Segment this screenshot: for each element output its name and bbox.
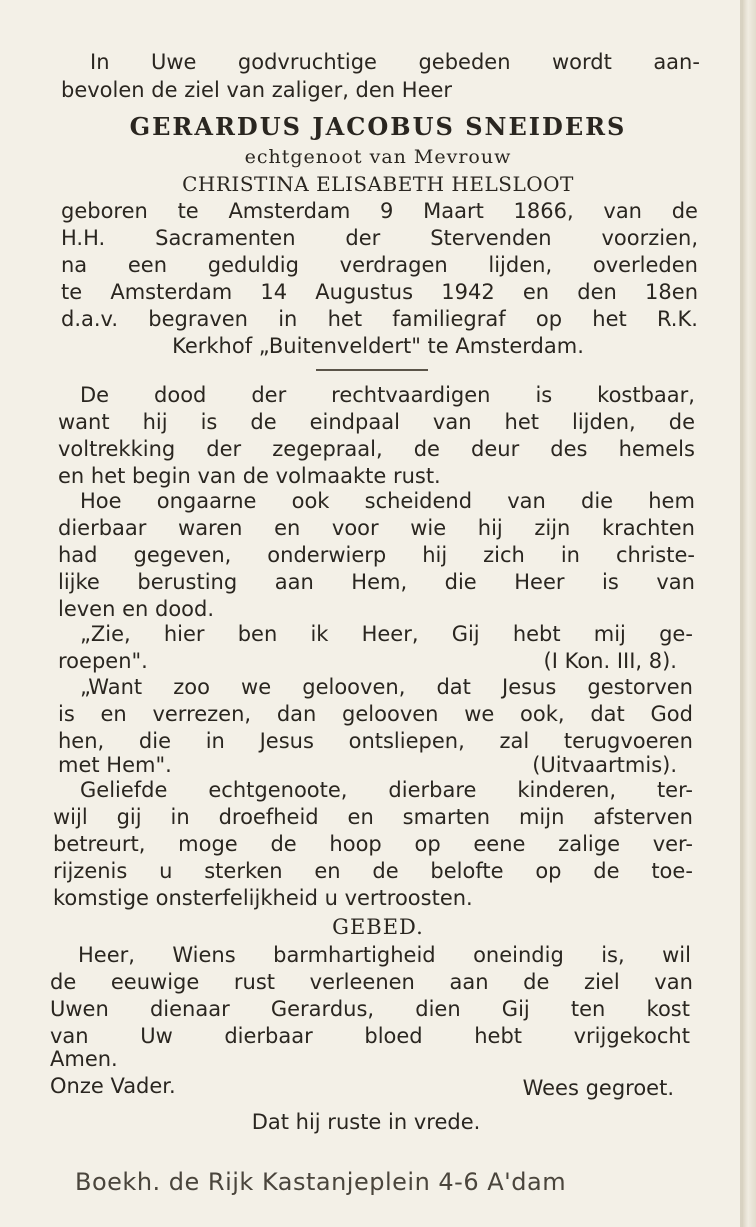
word: we — [464, 702, 495, 726]
text-line-12 — [80, 677, 693, 698]
word: aan — [449, 970, 489, 994]
word: d.a.v. — [61, 307, 119, 331]
printer-line: Boekh. de Rijk Kastanjeplein 4-6 A'dam — [75, 1168, 567, 1196]
word: God — [650, 702, 693, 726]
word: verrezen, — [152, 702, 252, 726]
word: van — [50, 1024, 89, 1048]
word: mijn — [518, 805, 565, 829]
bio-line-1 — [61, 201, 698, 222]
word: en — [100, 702, 127, 726]
bio-line-3 — [61, 255, 698, 276]
word: op — [535, 859, 562, 883]
word: rijzenis — [53, 859, 128, 883]
word: afsterven — [593, 805, 693, 829]
word: ontsliepen, — [348, 729, 465, 753]
text-line-14 — [58, 731, 693, 752]
word: dan — [276, 702, 317, 726]
word: 1942 — [441, 280, 495, 304]
word: gebeden — [418, 50, 511, 74]
word: hemels — [618, 437, 695, 461]
word: want — [58, 410, 110, 434]
word: dood — [154, 383, 207, 407]
word: van — [603, 199, 642, 223]
word: barmhartigheid — [273, 943, 436, 967]
word: deur — [471, 437, 520, 461]
word: voltrekking — [58, 437, 176, 461]
prayer-line-2 — [50, 972, 693, 993]
bio-line-4 — [61, 282, 698, 303]
text-line-17 — [53, 807, 693, 828]
text-line-18 — [53, 834, 693, 855]
word: hoop — [329, 832, 382, 856]
word: Sacramenten — [155, 226, 296, 250]
word: zich — [483, 543, 525, 567]
word: de — [50, 970, 77, 994]
text-line-19 — [53, 861, 693, 882]
word: in — [278, 307, 298, 331]
word: bloed — [364, 1024, 423, 1048]
word: is — [602, 570, 619, 594]
word: van — [654, 970, 693, 994]
word: dienaar — [149, 997, 230, 1021]
word: christe- — [615, 543, 695, 567]
word: van — [507, 489, 546, 513]
word: lijke — [58, 570, 100, 594]
word: mij — [593, 622, 626, 646]
word: Maart — [423, 199, 484, 223]
word: aan- — [653, 50, 700, 74]
word: ter- — [656, 778, 693, 802]
word: is — [200, 410, 218, 434]
word: Uwen — [50, 997, 109, 1021]
word: hem — [648, 489, 695, 513]
word: eene — [473, 832, 526, 856]
word: is — [58, 702, 75, 726]
word: die — [138, 729, 172, 753]
word: ik — [310, 622, 329, 646]
text-line-1 — [80, 385, 695, 406]
word: voorzien, — [601, 226, 698, 250]
word: we — [241, 675, 272, 699]
word: der — [206, 437, 242, 461]
text-reference-2: (Uitvaartmis). — [532, 753, 677, 777]
word: kinderen, — [517, 778, 617, 802]
word: voor — [331, 516, 379, 540]
word: in — [170, 805, 190, 829]
word: zalige — [558, 832, 620, 856]
word: hij — [422, 543, 448, 567]
word: de — [372, 859, 399, 883]
word: hier — [163, 622, 205, 646]
text-line-13 — [58, 704, 693, 725]
word: betreurt, — [53, 832, 146, 856]
word: het — [592, 307, 627, 331]
word: hen, — [58, 729, 105, 753]
word: wordt — [551, 50, 612, 74]
word: gelooven — [342, 702, 439, 726]
word: ver- — [652, 832, 693, 856]
intro-line-1 — [90, 52, 700, 73]
word: verleenen — [309, 970, 415, 994]
text-line-10 — [80, 624, 693, 645]
text-line-6 — [58, 518, 695, 539]
word: eeuwige — [110, 970, 200, 994]
word: Stervenden — [430, 226, 552, 250]
word: wie — [410, 516, 447, 540]
prayer-line-3 — [50, 999, 690, 1020]
word: zal — [499, 729, 530, 753]
word: had — [58, 543, 98, 567]
word: het — [327, 307, 363, 331]
prayer-line-5: Amen. — [50, 1047, 118, 1071]
word: ziel — [584, 970, 620, 994]
word: gij — [116, 805, 142, 829]
word: oneindig — [473, 943, 564, 967]
text-line-3 — [58, 439, 695, 460]
word: dierbaar — [58, 516, 147, 540]
word: ben — [237, 622, 278, 646]
word: ten — [570, 997, 606, 1021]
word: eindpaal — [309, 410, 400, 434]
word: geduldig — [207, 253, 299, 277]
word: Heer, — [78, 943, 135, 967]
word: H.H. — [61, 226, 106, 250]
word: en — [347, 805, 374, 829]
word: van — [432, 410, 472, 434]
bio-line-2 — [61, 228, 698, 249]
word: hij — [477, 516, 503, 540]
text-line-11: roepen". — [58, 649, 148, 673]
word: hebt — [474, 1024, 523, 1048]
card-edge — [743, 0, 756, 1227]
text-line-8 — [58, 572, 695, 593]
word: Augustus — [315, 280, 414, 304]
word: u — [159, 859, 173, 883]
word: lijden, — [571, 410, 636, 434]
prayer-heading: GEBED. — [332, 915, 424, 939]
word: ook, — [520, 702, 565, 726]
word: des — [550, 437, 588, 461]
word: op — [535, 307, 563, 331]
separator-rule — [316, 369, 428, 371]
word: Amsterdam — [228, 199, 351, 223]
word: berusting — [137, 570, 238, 594]
word: overleden — [592, 253, 698, 277]
word: moge — [178, 832, 238, 856]
word: Hoe — [80, 489, 122, 513]
word: na — [61, 253, 88, 277]
word: die — [581, 489, 614, 513]
word: der — [251, 383, 287, 407]
word: zijn — [534, 516, 571, 540]
word: verdragen — [339, 253, 448, 277]
word: 9 — [380, 199, 394, 223]
word: Wiens — [172, 943, 236, 967]
bio-line-5 — [61, 309, 698, 330]
word: scheidend — [364, 489, 473, 513]
word: Jesus — [502, 675, 557, 699]
word: gestorven — [587, 675, 693, 699]
word: wijl — [53, 805, 88, 829]
word: de — [250, 410, 277, 434]
word: de — [671, 199, 698, 223]
text-reference-1: (I Kon. III, 8). — [543, 649, 677, 673]
word: sterken — [204, 859, 283, 883]
word: der — [345, 226, 381, 250]
word: De — [80, 383, 110, 407]
text-line-9: leven en dood. — [58, 597, 215, 621]
word: die — [444, 570, 477, 594]
word: dat — [436, 675, 471, 699]
word: „Zie, — [80, 622, 131, 646]
word: 14 — [260, 280, 288, 304]
word: in — [205, 729, 225, 753]
word: belofte — [430, 859, 504, 883]
word: begraven — [148, 307, 248, 331]
word: echtgenoote, — [208, 778, 348, 802]
word: toe- — [651, 859, 693, 883]
word: de — [523, 970, 550, 994]
word: vrijgekocht — [573, 1024, 690, 1048]
closing-left: Onze Vader. — [50, 1074, 176, 1098]
word: Gij — [451, 622, 480, 646]
word: „Want — [80, 675, 143, 699]
word: wil — [662, 943, 691, 967]
word: Heer — [514, 570, 565, 594]
word: gelooven, — [302, 675, 406, 699]
word: ook — [291, 489, 330, 513]
text-line-15: met Hem". — [58, 753, 172, 777]
bio-line-6: Kerkhof „Buitenveldert" te Amsterdam. — [172, 334, 584, 358]
text-line-16 — [80, 780, 693, 801]
word: kost — [646, 997, 690, 1021]
deceased-name: GERARDUS JACOBUS SNEIDERS — [129, 112, 627, 141]
word: en — [314, 859, 341, 883]
word: dat — [590, 702, 625, 726]
word: aan — [274, 570, 314, 594]
word: te — [177, 199, 199, 223]
word: van — [656, 570, 695, 594]
word: een — [127, 253, 168, 277]
word: kostbaar, — [597, 383, 695, 407]
text-line-7 — [58, 545, 695, 566]
word: de — [270, 832, 297, 856]
word: Uw — [140, 1024, 173, 1048]
word: familiegraf — [392, 307, 506, 331]
word: de — [593, 859, 620, 883]
word: terugvoeren — [563, 729, 693, 753]
word: Jesus — [259, 729, 314, 753]
word: lijden, — [488, 253, 553, 277]
word: 18en — [645, 280, 698, 304]
word: op — [414, 832, 441, 856]
word: rechtvaardigen — [331, 383, 491, 407]
word: dien — [415, 997, 461, 1021]
prayer-line-1 — [78, 945, 691, 966]
word: dierbaar — [224, 1024, 313, 1048]
word: dierbare — [388, 778, 477, 802]
word: 1866, — [513, 199, 574, 223]
word: Geliefde — [80, 778, 168, 802]
word: Gij — [501, 997, 530, 1021]
word: smarten — [402, 805, 491, 829]
word: en — [522, 280, 550, 304]
word: Hem, — [351, 570, 408, 594]
word: rust — [233, 970, 276, 994]
word: is — [535, 383, 553, 407]
text-line-5 — [80, 491, 695, 512]
word: ongaarne — [156, 489, 257, 513]
word: de — [668, 410, 695, 434]
word: in — [560, 543, 580, 567]
word: Gerardus, — [270, 997, 375, 1021]
word: het — [504, 410, 539, 434]
word: ge- — [659, 622, 693, 646]
text-line-20: komstige onsterfelijkheid u vertroosten. — [53, 886, 473, 910]
word: is, — [601, 943, 625, 967]
word: den — [577, 280, 617, 304]
word: hebt — [512, 622, 561, 646]
word: In — [90, 50, 110, 74]
prayer-line-4 — [50, 1026, 690, 1047]
spouse-name: CHRISTINA ELISABETH HELSLOOT — [182, 172, 574, 196]
text-line-4: en het begin van de volmaakte rust. — [58, 464, 441, 488]
word: godvruchtige — [237, 50, 377, 74]
word: de — [413, 437, 440, 461]
word: onderwierp — [267, 543, 387, 567]
intro-line-2: bevolen de ziel van zaliger, den Heer — [61, 78, 453, 102]
text-line-2 — [58, 412, 695, 433]
rest-in-peace: Dat hij ruste in vrede. — [251, 1110, 481, 1134]
word: en — [274, 516, 301, 540]
word: droefheid — [218, 805, 319, 829]
word: hij — [142, 410, 168, 434]
word: krachten — [601, 516, 695, 540]
word: R.K. — [656, 307, 698, 331]
word: gegeven, — [133, 543, 232, 567]
word: geboren — [61, 199, 148, 223]
spouse-line: echtgenoot van Mevrouw — [244, 146, 512, 168]
word: te — [61, 280, 83, 304]
word: zegepraal, — [272, 437, 383, 461]
word: Uwe — [150, 50, 197, 74]
word: Heer, — [361, 622, 419, 646]
word: zoo — [173, 675, 210, 699]
closing-right: Wees gegroet. — [522, 1076, 674, 1100]
word: Amsterdam — [110, 280, 233, 304]
word: waren — [178, 516, 243, 540]
